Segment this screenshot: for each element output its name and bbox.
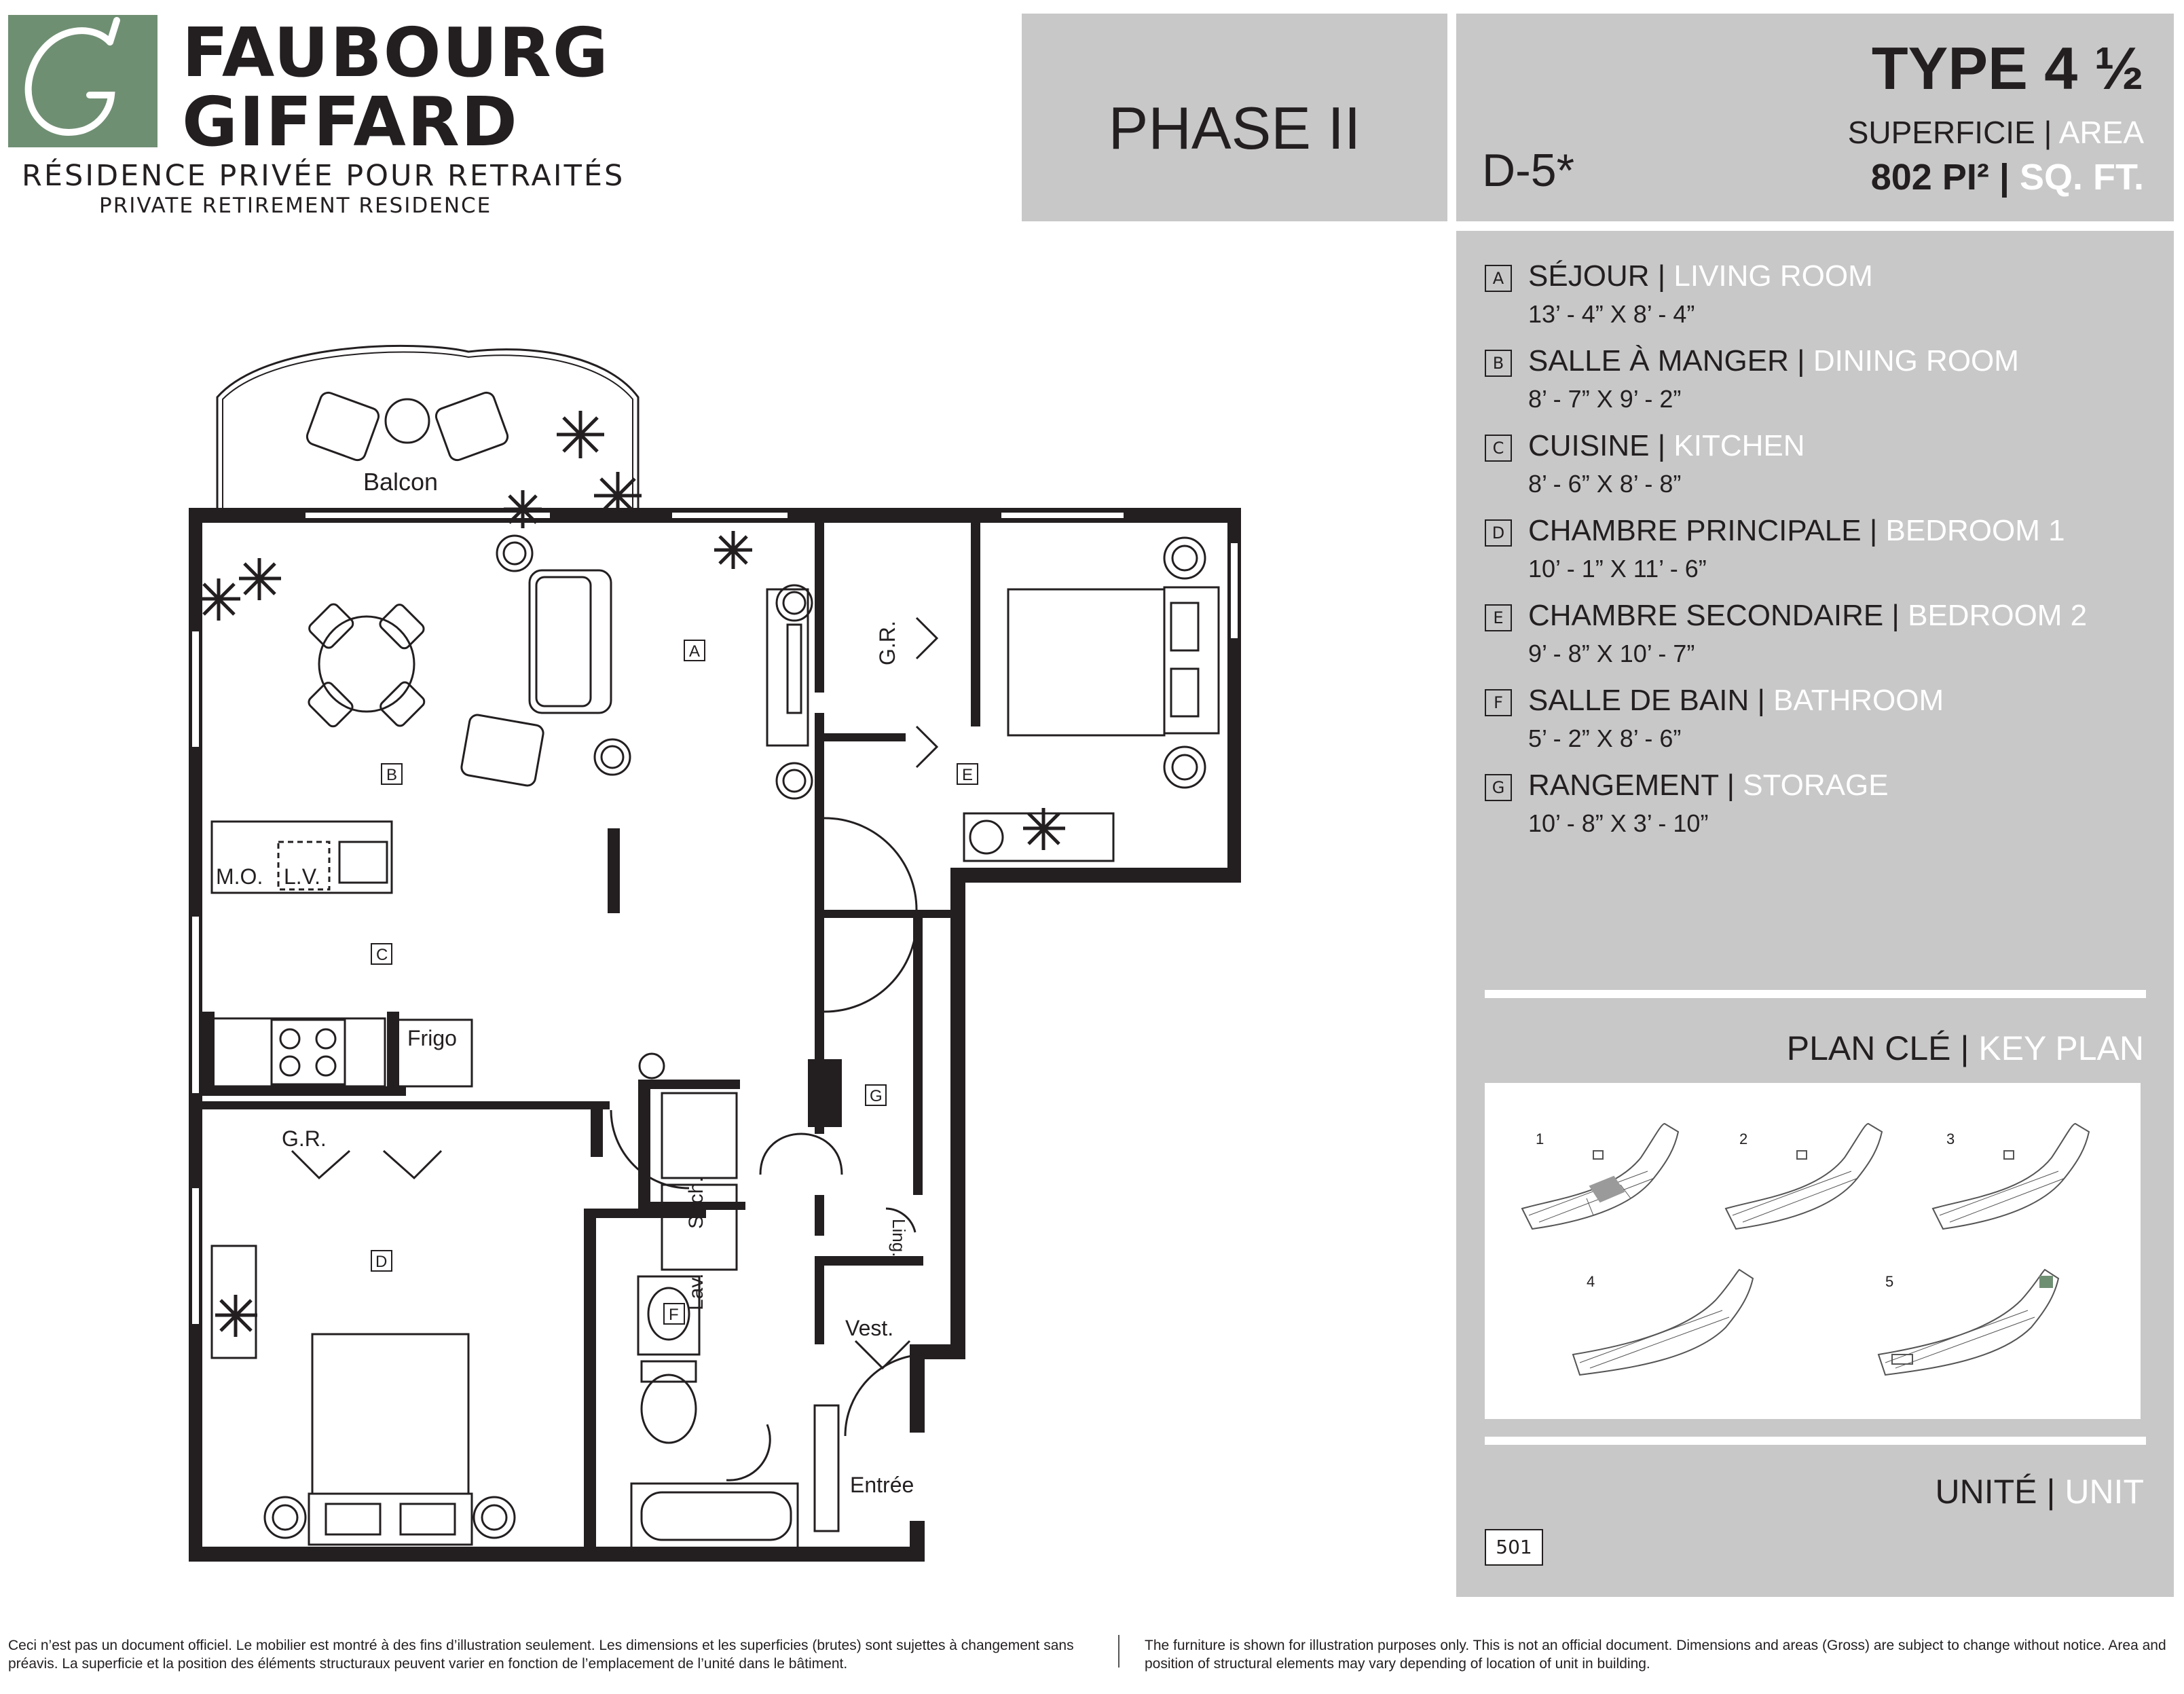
- room-name-fr: CUISINE: [1528, 429, 1650, 462]
- plant-icons: [198, 411, 1065, 1337]
- lamp-icons: [265, 536, 1205, 1538]
- keyplan-title: [1787, 1029, 2144, 1068]
- label-closet-bedroom1: G.R.: [282, 1126, 327, 1151]
- room-name-fr: CHAMBRE SECONDAIRE: [1528, 599, 1884, 632]
- label-closet-bedroom2: G.R.: [875, 621, 900, 665]
- room-entry-f: [1485, 684, 2150, 769]
- bed-1-icon: [212, 1246, 472, 1545]
- area-value-en: SQ. FT.: [2019, 157, 2144, 198]
- room-letter-box: E: [1485, 604, 1512, 631]
- room-name-en: DINING ROOM: [1813, 344, 2019, 378]
- label-microwave: M.O.: [216, 864, 263, 889]
- keyplan-drawing: [1485, 1083, 2141, 1419]
- room-tags: [371, 640, 978, 1324]
- room-dimensions: 10’ - 8” X 3’ - 10”: [1528, 809, 1709, 837]
- keyplan-floor-3: 3: [1946, 1130, 1955, 1147]
- separator: |: [2043, 115, 2052, 150]
- separator: |: [1657, 429, 1666, 462]
- bed-2-icon: [964, 587, 1219, 861]
- room-entry-a: [1485, 259, 2150, 344]
- separator: |: [1726, 769, 1735, 802]
- separator: |: [1999, 157, 2010, 198]
- label-washer: Lav.: [685, 1273, 707, 1310]
- room-name-fr: RANGEMENT: [1528, 769, 1719, 802]
- label-entrance: Entrée: [850, 1473, 914, 1497]
- label-room-g: G: [870, 1087, 883, 1105]
- disclaimer-en: The furniture is shown for illustration purposes only. This is not an official document. Dimensions and areas (Gross) are subject to change without notice. Area and position of structural elements may vary depending of location of unit in building.: [1145, 1638, 2166, 1672]
- brand-tagline-en: PRIVATE RETIREMENT RESIDENCE: [99, 194, 492, 218]
- separator: |: [1797, 344, 1805, 378]
- separator: |: [1891, 599, 1900, 632]
- dining-table-icon: [307, 602, 426, 729]
- room-name: [1528, 259, 1873, 293]
- room-name: [1528, 599, 2087, 633]
- separator: |: [1657, 259, 1666, 293]
- room-name-en: BATHROOM: [1773, 684, 1944, 717]
- label-dishwasher: L.V.: [284, 864, 320, 889]
- unit-type-title: TYPE 4 ½: [1871, 35, 2144, 102]
- separator: |: [1869, 514, 1878, 547]
- keyplan-image: [1485, 1083, 2141, 1419]
- sofa-icon: [460, 570, 611, 787]
- room-entry-b: [1485, 344, 2150, 429]
- room-name: [1528, 684, 1944, 718]
- keyplan-floor-2: 2: [1739, 1130, 1748, 1147]
- room-name: [1528, 514, 2065, 548]
- room-legend-panel: [1456, 231, 2174, 1597]
- label-dryer: Séch.: [685, 1177, 707, 1229]
- label-linen: Ling.: [889, 1219, 909, 1257]
- label-room-e: E: [962, 766, 974, 784]
- room-name-en: BEDROOM 2: [1908, 599, 2088, 632]
- room-entry-c: [1485, 429, 2150, 514]
- label-fridge: Frigo: [407, 1026, 457, 1050]
- footer-divider: [1118, 1635, 1119, 1668]
- label-room-c: C: [376, 946, 388, 964]
- area-value: [1871, 156, 2144, 198]
- laundry-icon: [292, 618, 937, 1368]
- room-list: [1485, 259, 2150, 853]
- bathroom-fixtures-icon: [631, 1273, 838, 1548]
- room-name-en: LIVING ROOM: [1673, 259, 1873, 293]
- separator: |: [1757, 684, 1765, 717]
- room-name-en: KITCHEN: [1673, 429, 1805, 462]
- unit-title: [1936, 1472, 2144, 1511]
- label-room-d: D: [375, 1253, 388, 1271]
- room-name: [1528, 769, 1889, 803]
- room-letter-box: C: [1485, 435, 1512, 462]
- keyplan-floor-5: 5: [1885, 1273, 1894, 1290]
- area-label-fr: SUPERFICIE: [1847, 115, 2035, 150]
- keyplan-floor-4: 4: [1587, 1273, 1595, 1290]
- room-entry-e: [1485, 599, 2150, 684]
- unit-title-en: UNIT: [2065, 1473, 2144, 1511]
- unit-title-fr: UNITÉ: [1935, 1473, 2037, 1511]
- divider-line: [1485, 1437, 2146, 1445]
- area-value-fr: 802 PI²: [1870, 157, 1989, 198]
- balcony-furniture-icon: [305, 390, 510, 462]
- label-room-f: F: [669, 1306, 679, 1324]
- unit-number-box: 501: [1485, 1529, 1543, 1566]
- brand-name-line1: FAUBOURG: [182, 13, 610, 92]
- brand-logo-mark: [8, 15, 158, 147]
- room-dimensions: 9’ - 8” X 10’ - 7”: [1528, 640, 1695, 667]
- label-room-a: A: [689, 642, 701, 661]
- divider-line: [1485, 990, 2146, 998]
- room-letter-box: G: [1485, 774, 1512, 801]
- keyplan-title-en: KEY PLAN: [1978, 1029, 2144, 1067]
- room-name-fr: SALLE DE BAIN: [1528, 684, 1750, 717]
- room-letter-box: B: [1485, 350, 1512, 377]
- keyplan-floor-1: 1: [1536, 1130, 1544, 1147]
- label-room-b: B: [386, 766, 398, 784]
- room-name: [1528, 429, 1805, 463]
- room-name-fr: SÉJOUR: [1528, 259, 1650, 293]
- label-balcon: Balcon: [363, 468, 439, 496]
- type-panel: [1456, 14, 2174, 221]
- room-letter-box: D: [1485, 519, 1512, 547]
- disclaimer-fr: Ceci n’est pas un document officiel. Le mobilier est montré à des fins d’illustration seulement. Les dimensions et les superficies (brutes) sont sujettes à changement sans préavis. La superficie et la position des éléments structuraux peuvent varier en fonction de l’emplacement de l’unité dans le bâtiment.: [8, 1638, 1074, 1672]
- separator: |: [1960, 1029, 1969, 1067]
- brand-tagline-fr: RÉSIDENCE PRIVÉE POUR RETRAITÉS: [22, 159, 625, 193]
- room-name: [1528, 344, 2019, 378]
- room-dimensions: 8’ - 7” X 9’ - 2”: [1528, 385, 1682, 413]
- room-entry-d: [1485, 514, 2150, 599]
- room-name-fr: CHAMBRE PRINCIPALE: [1528, 514, 1862, 547]
- unit-code: D-5*: [1482, 145, 1575, 196]
- tv-unit-icon: [767, 589, 808, 745]
- area-label-en: AREA: [2058, 115, 2144, 150]
- room-dimensions: 8’ - 6” X 8’ - 8”: [1528, 470, 1682, 498]
- room-dimensions: 13’ - 4” X 8’ - 4”: [1528, 300, 1695, 328]
- phase-label: PHASE II: [1108, 94, 1361, 162]
- room-dimensions: 5’ - 2” X 8’ - 6”: [1528, 724, 1682, 752]
- room-name-en: STORAGE: [1743, 769, 1889, 802]
- room-letter-box: A: [1485, 265, 1512, 292]
- exterior-walls: [189, 508, 1241, 1562]
- area-label: [1848, 114, 2144, 151]
- separator: |: [2046, 1473, 2056, 1511]
- room-letter-box: F: [1485, 689, 1512, 716]
- label-vestibule: Vest.: [845, 1316, 894, 1340]
- floor-plan: [163, 319, 1249, 1568]
- keyplan-title-fr: PLAN CLÉ: [1786, 1029, 1951, 1067]
- brand-name-line2: GIFFARD: [182, 82, 519, 162]
- phase-panel: [1022, 14, 1447, 221]
- room-entry-g: [1485, 769, 2150, 853]
- room-dimensions: 10’ - 1” X 11’ - 6”: [1528, 555, 1707, 583]
- room-name-fr: SALLE À MANGER: [1528, 344, 1789, 378]
- room-name-en: BEDROOM 1: [1885, 514, 2065, 547]
